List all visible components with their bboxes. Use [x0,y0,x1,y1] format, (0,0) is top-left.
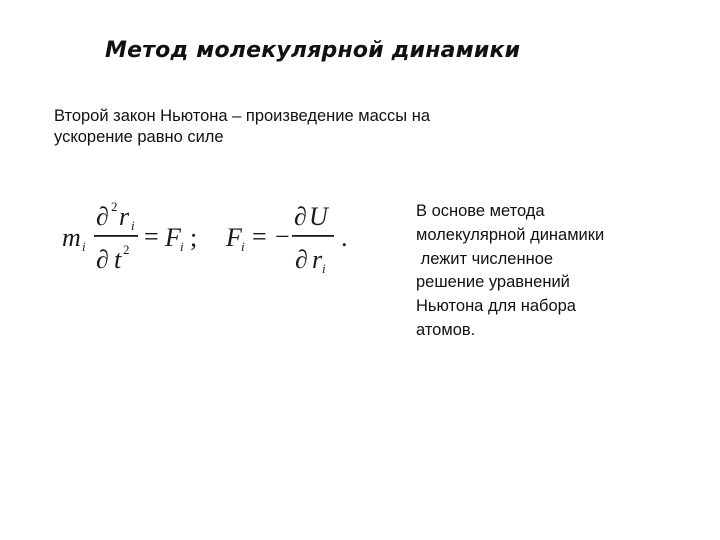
formula-sub: i [82,239,86,254]
fraction-bar [94,235,138,237]
formula-partial: ∂ [96,245,109,274]
newton-law-text [54,106,534,148]
formula-sub: i [180,239,184,254]
method-description [416,200,676,343]
note-line: В основе метода [416,202,545,220]
formula-minus: − [275,222,290,251]
formula-potential: U [309,202,328,231]
formula-exponent: 2 [123,242,130,257]
formula-force: F [165,223,181,252]
formula-r: r [312,245,323,274]
formula-partial: ∂ [295,245,308,274]
note-line: атомов. [416,320,476,339]
note-line: Ньютона для набора [416,297,576,316]
formula-sub: i [131,218,135,233]
formula-t: t [114,245,122,274]
formula-sub: i [241,239,245,254]
formula-sub: i [322,261,326,276]
formula-exponent: 2 [111,199,118,214]
formula-partial: ∂ [294,202,307,231]
note-line: молекулярной динамики [416,225,605,244]
note-line: лежит численное [416,249,554,268]
formula-r: r [119,202,130,231]
law-line: Второй закон Ньютона – произведение массы на [54,107,430,125]
note-line: решение уравнений [416,273,570,292]
formula-equals: = [252,222,267,251]
formula-partial: ∂ [96,202,109,231]
formula-semicolon: ; [190,223,198,252]
formula-mass: m [62,223,81,252]
law-line: ускорение равно силе [54,128,224,146]
formula-equals: = [144,222,159,251]
formula-force: F [226,223,242,252]
fraction-bar [292,235,334,237]
slide-title: Метод молекулярной динамики [105,38,521,63]
newton-equations [56,186,368,282]
formula-period: . [341,223,348,252]
